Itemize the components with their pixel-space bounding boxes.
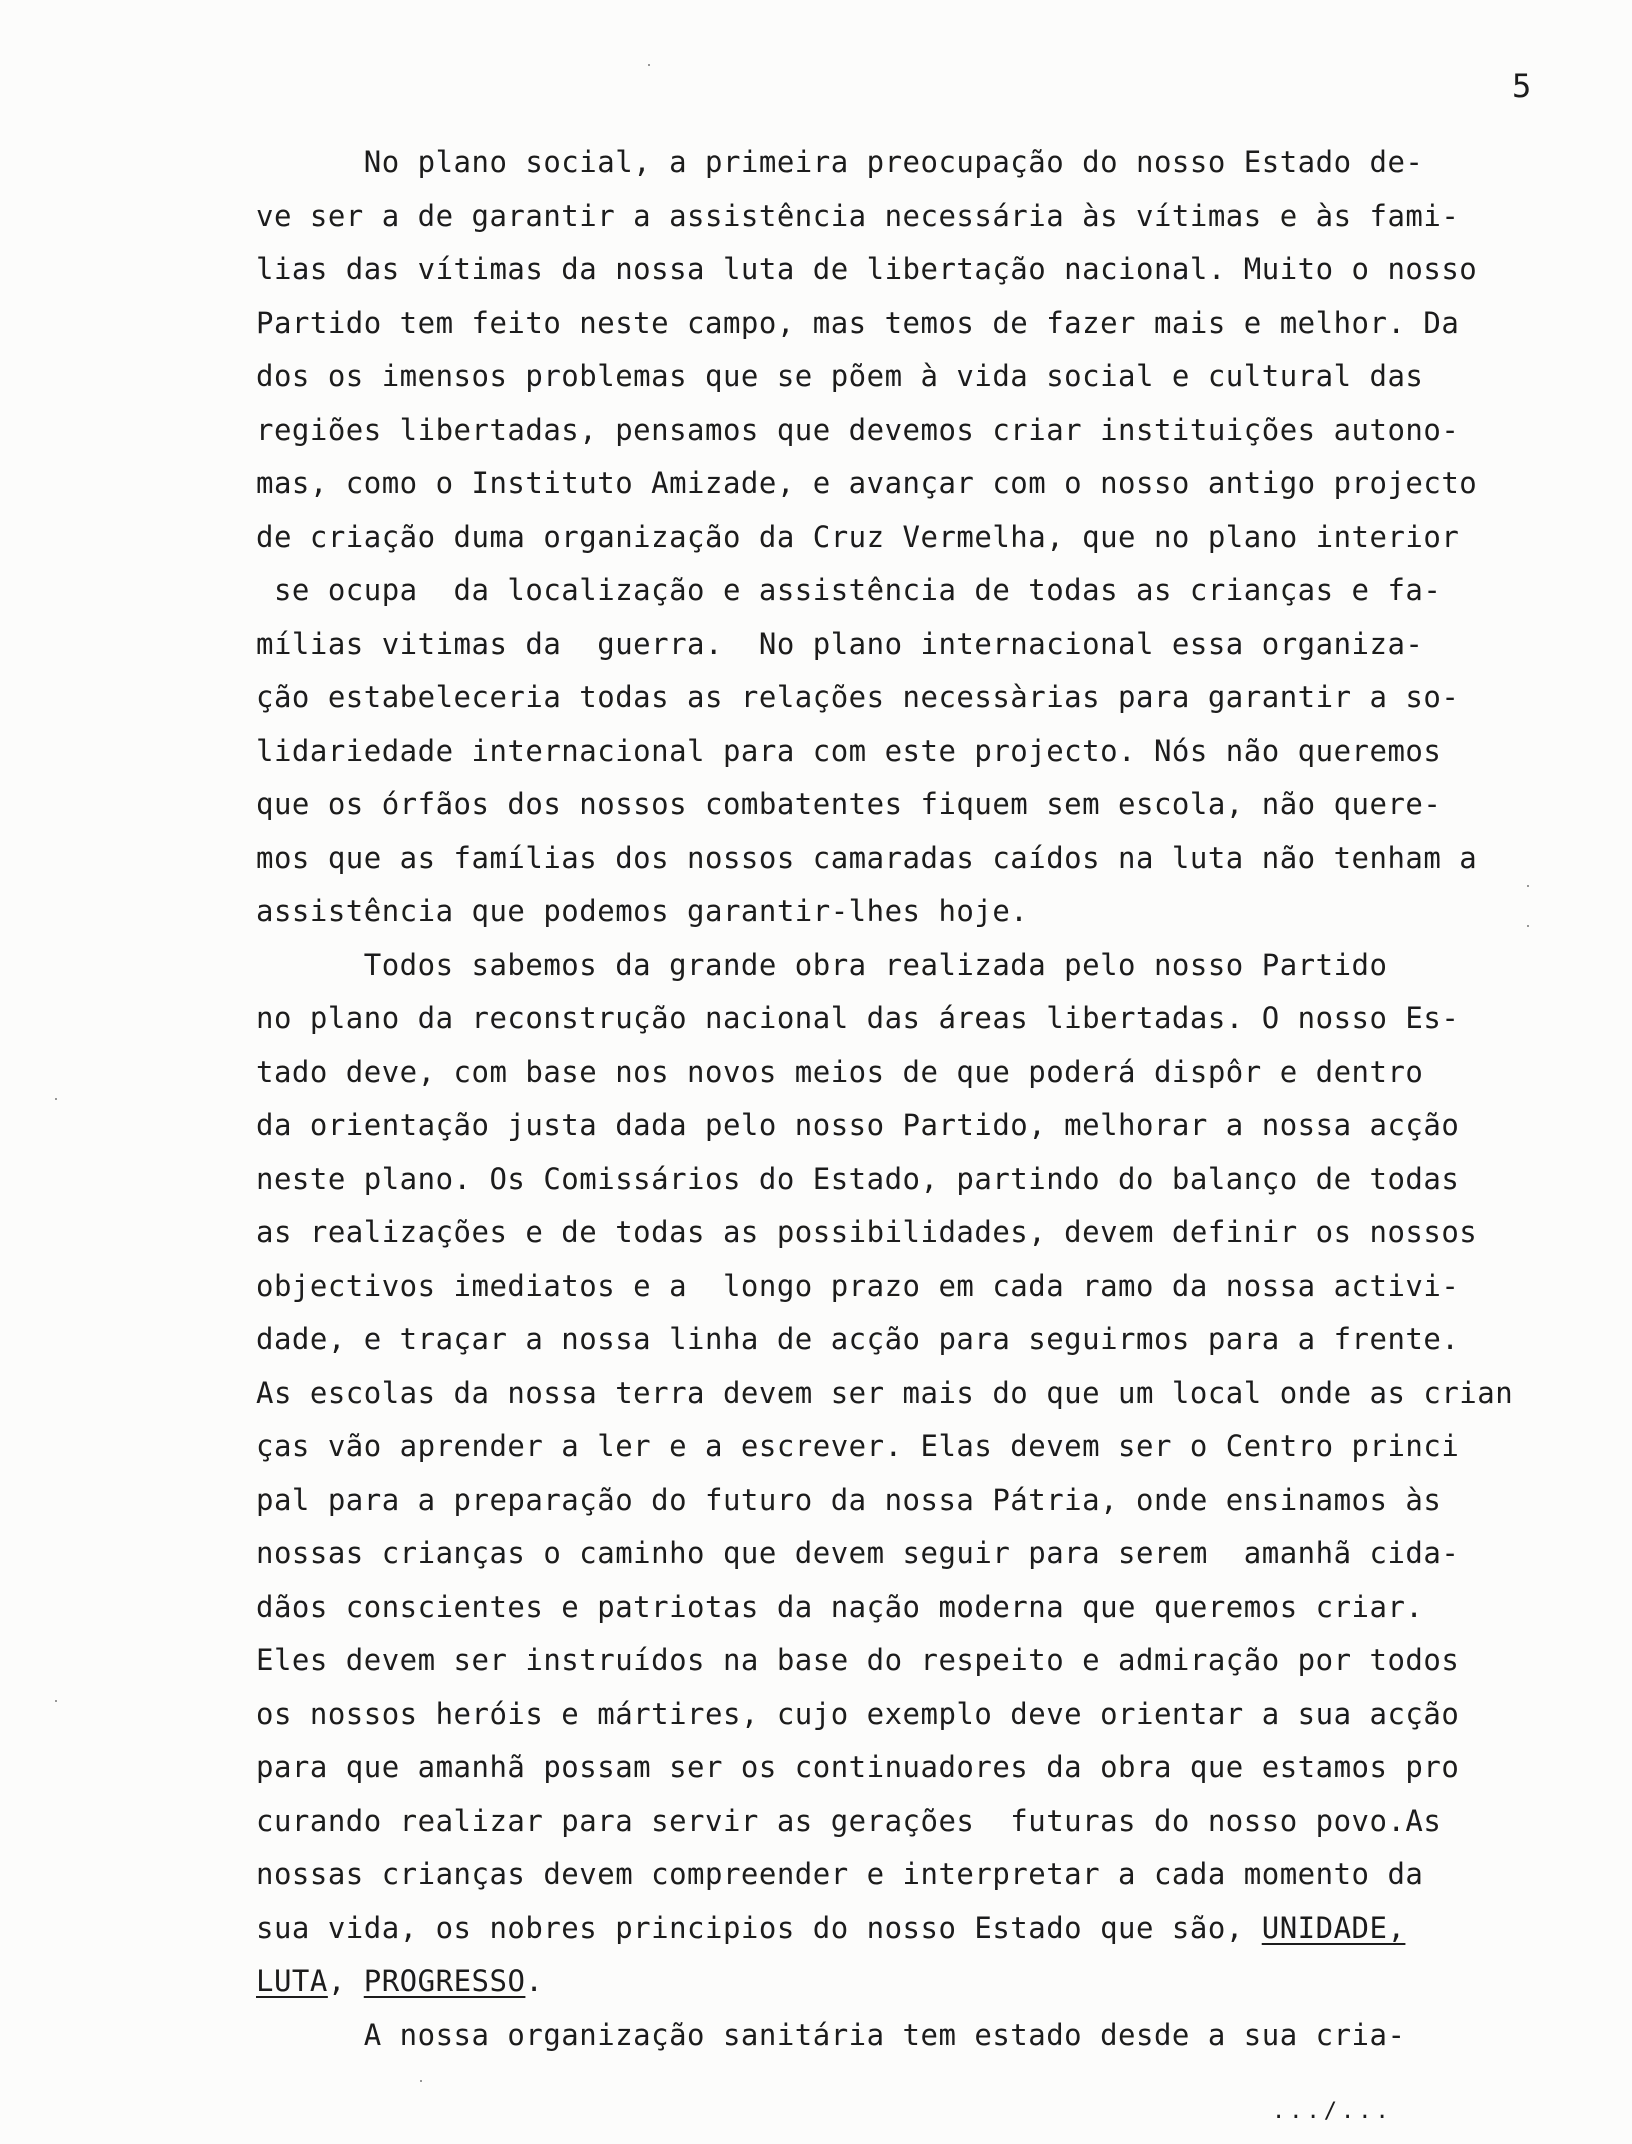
text-line: No plano social, a primeira preocupação do nosso Estado de- <box>256 145 1424 179</box>
text-line: assistência que podemos garantir-lhes hoje. <box>256 894 1029 928</box>
text-line: mílias vitimas da guerra. No plano internacional essa organiza- <box>256 626 1424 661</box>
motto-luta: LUTA <box>256 1964 328 1998</box>
continuation-mark: .../... <box>1272 2099 1393 2124</box>
text-line: Eles devem ser instruídos na base do respeito e admiração por todos <box>256 1643 1460 1677</box>
text-line: Todos sabemos da grande obra realizada pelo nosso Partido <box>256 947 1388 982</box>
text-line: Partido tem feito neste campo, mas temos de fazer mais e melhor. Da <box>256 305 1460 340</box>
motto-progresso: PROGRESSO <box>363 1964 526 1998</box>
text-line: dade, e traçar a nossa linha de acção para seguirmos para a frente. <box>256 1322 1460 1356</box>
scan-speck <box>55 1700 57 1702</box>
motto-separator: , <box>327 1964 364 1998</box>
text-line: tado deve, com base nos novos meios de que poderá dispôr e dentro <box>256 1054 1424 1089</box>
scan-speck <box>1527 925 1529 927</box>
scan-speck <box>420 2080 422 2082</box>
text-line: lias das vítimas da nossa luta de libertação nacional. Muito o nosso <box>256 252 1478 286</box>
text-line: de criação duma organização da Cruz Vermelha, que no plano interior <box>256 519 1460 554</box>
text-line: ve ser a de garantir a assistência necessária às vítimas e às fami- <box>256 198 1460 233</box>
text-line: As escolas da nossa terra devem ser mais do que um local onde as crian <box>256 1375 1514 1410</box>
body-text <box>256 136 1596 2062</box>
text-line: os nossos heróis e mártires, cujo exemplo deve orientar a sua acção <box>256 1696 1460 1731</box>
text-line: dos os imensos problemas que se põem à vida social e cultural das <box>256 359 1424 393</box>
page-number: 5 <box>1512 67 1532 105</box>
motto-unidade: UNIDADE, <box>1261 1910 1406 1945</box>
text-line: mas, como o Instituto Amizade, e avançar com o nosso antigo projecto <box>256 466 1478 500</box>
motto-end: . <box>525 1964 544 1998</box>
text-line: pal para a preparação do futuro da nossa Pátria, onde ensinamos às <box>256 1482 1442 1517</box>
text-line: dãos conscientes e patriotas da nação moderna que queremos criar. <box>256 1589 1424 1624</box>
text-line: ças vão aprender a ler e a escrever. Elas devem ser o Centro princi <box>256 1429 1460 1463</box>
text-line: neste plano. Os Comissários do Estado, partindo do balanço de todas <box>256 1161 1460 1196</box>
text-line: objectivos imediatos e a longo prazo em cada ramo da nossa activi- <box>256 1268 1460 1303</box>
text-line: da orientação justa dada pelo nosso Partido, melhorar a nossa acção <box>256 1108 1460 1142</box>
text-line: sua vida, os nobres principios do nosso Estado que são, <box>256 1910 1262 1945</box>
text-line: regiões libertadas, pensamos que devemos criar instituições autono- <box>256 412 1460 447</box>
text-line: nossas crianças o caminho que devem seguir para serem amanhã cida- <box>256 1536 1460 1570</box>
text-line: que os órfãos dos nossos combatentes fiquem sem escola, não quere- <box>256 787 1442 821</box>
text-line: mos que as famílias dos nossos camaradas caídos na luta não tenham a <box>256 840 1478 875</box>
text-line: para que amanhã possam ser os continuadores da obra que estamos pro <box>256 1750 1460 1784</box>
text-line: nossas crianças devem compreender e interpretar a cada momento da <box>256 1857 1424 1891</box>
text-line: no plano da reconstrução nacional das áreas libertadas. O nosso Es- <box>256 1001 1460 1035</box>
motto-line <box>256 1955 1596 2009</box>
text-line: ção estabeleceria todas as relações necessàrias para garantir a so- <box>256 680 1460 714</box>
text-line: as realizações e de todas as possibilidades, devem definir os nossos <box>256 1215 1478 1249</box>
text-line: A nossa organização sanitária tem estado desde a sua cria- <box>256 2017 1406 2052</box>
scan-speck <box>1527 885 1529 887</box>
scan-speck <box>648 64 650 66</box>
text-line: se ocupa da localização e assistência de todas as crianças e fa- <box>256 573 1442 607</box>
text-line: lidariedade internacional para com este projecto. Nós não queremos <box>256 733 1442 768</box>
scan-speck <box>55 1098 57 1100</box>
text-line-with-motto <box>256 1902 1596 1956</box>
text-line: curando realizar para servir as gerações futuras do nosso povo.As <box>256 1803 1442 1838</box>
